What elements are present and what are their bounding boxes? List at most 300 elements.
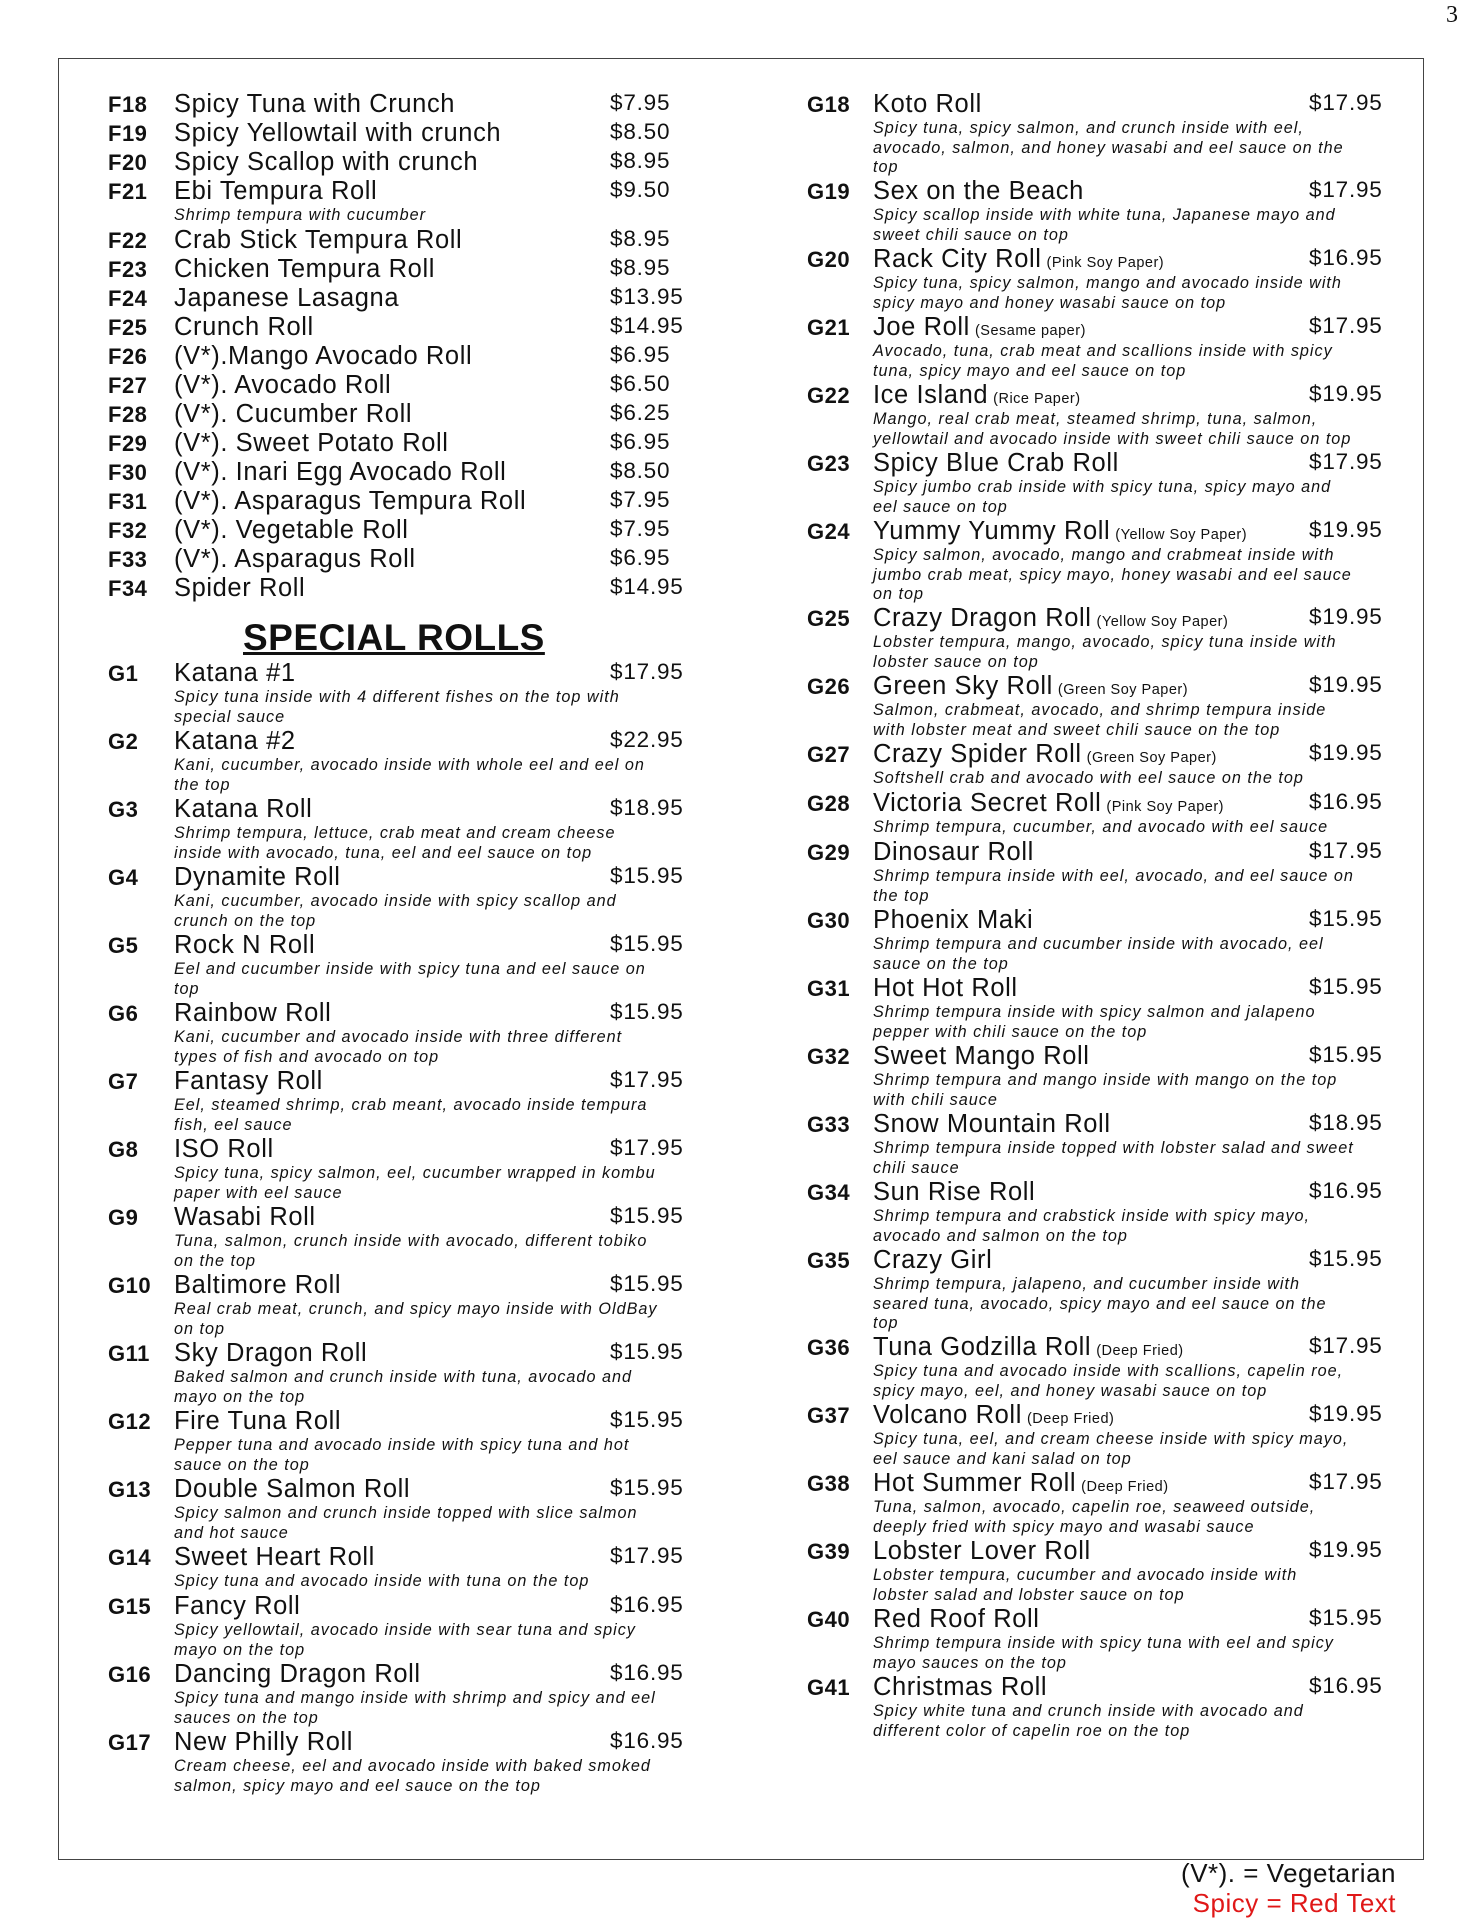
menu-item bbox=[108, 795, 748, 863]
item-code: G30 bbox=[807, 908, 851, 933]
item-code: G6 bbox=[108, 1001, 139, 1026]
item-description bbox=[873, 818, 1397, 838]
item-price: $17.95 bbox=[1309, 838, 1383, 863]
menu-item bbox=[108, 148, 748, 177]
item-price: $8.95 bbox=[610, 148, 671, 173]
section-title-special-rolls: SPECIAL ROLLS bbox=[243, 617, 545, 658]
menu-item bbox=[108, 1339, 748, 1407]
menu-item bbox=[807, 604, 1397, 672]
item-description-line: avocado, salmon, and honey wasabi and eel sauce on the bbox=[873, 138, 1344, 157]
item-description-line: Eel, steamed shrimp, crab meant, avocado inside tempura bbox=[174, 1096, 648, 1114]
item-name: Volcano Roll bbox=[873, 1401, 1022, 1429]
item-description-line: fish, eel sauce bbox=[174, 1115, 293, 1134]
menu-item bbox=[108, 516, 748, 545]
item-price: $15.95 bbox=[610, 863, 684, 888]
item-name: Fantasy Roll bbox=[174, 1067, 323, 1095]
item-note: (Yellow Soy Paper) bbox=[1115, 527, 1248, 543]
item-description-line: inside with avocado, tuna, eel and eel sauce on top bbox=[174, 843, 593, 862]
item-description-line: Shrimp tempura inside topped with lobster salad and sweet bbox=[873, 1139, 1354, 1157]
item-description-line: Kani, cucumber and avocado inside with three different bbox=[174, 1028, 623, 1046]
item-name: Red Roof Roll bbox=[873, 1605, 1040, 1633]
item-code: G36 bbox=[807, 1335, 851, 1360]
item-description-line: the top bbox=[873, 886, 930, 905]
menu-item bbox=[108, 1592, 748, 1660]
item-description bbox=[174, 1757, 748, 1796]
item-price: $9.50 bbox=[610, 177, 671, 202]
item-price: $19.95 bbox=[1309, 1537, 1383, 1562]
item-code: G29 bbox=[807, 840, 851, 865]
legend-spicy: Spicy = Red Text bbox=[1192, 1888, 1396, 1918]
item-code: G20 bbox=[807, 247, 851, 272]
menu-item bbox=[108, 1660, 748, 1728]
menu-item bbox=[108, 487, 748, 516]
item-description bbox=[873, 1139, 1397, 1178]
item-description bbox=[174, 1689, 748, 1728]
item-description-line: on the top bbox=[174, 1251, 257, 1270]
item-code: G11 bbox=[108, 1341, 150, 1366]
menu-item bbox=[108, 931, 748, 999]
item-name: Phoenix Maki bbox=[873, 906, 1034, 934]
menu-item bbox=[807, 381, 1397, 449]
item-code: G5 bbox=[108, 933, 139, 958]
right-column bbox=[807, 90, 1397, 1741]
item-description-line: types of fish and avocado on top bbox=[174, 1047, 440, 1066]
item-name: Sky Dragon Roll bbox=[174, 1339, 368, 1367]
item-code: F27 bbox=[108, 373, 148, 398]
item-code: G23 bbox=[807, 451, 851, 476]
item-description-line: mayo on the top bbox=[174, 1387, 306, 1406]
item-description bbox=[873, 1702, 1397, 1741]
item-code: G15 bbox=[108, 1594, 152, 1619]
menu-item bbox=[108, 313, 748, 342]
item-description-line: and hot sauce bbox=[174, 1523, 289, 1542]
item-code: F23 bbox=[108, 257, 148, 282]
item-price: $18.95 bbox=[1309, 1110, 1383, 1135]
item-price: $16.95 bbox=[610, 1660, 684, 1685]
item-name: (V*).Mango Avocado Roll bbox=[174, 342, 473, 370]
item-note: (Deep Fried) bbox=[1096, 1343, 1184, 1359]
item-name: (V*). Asparagus Tempura Roll bbox=[174, 487, 527, 515]
item-description-line: Shrimp tempura inside with eel, avocado, and eel sauce on bbox=[873, 867, 1354, 885]
item-description-line: Pepper tuna and avocado inside with spicy tuna and hot bbox=[174, 1436, 630, 1454]
item-description-line: Spicy jumbo crab inside with spicy tuna, spicy mayo and bbox=[873, 478, 1332, 496]
item-name: Katana #1 bbox=[174, 659, 296, 687]
item-description-line: Spicy tuna, spicy salmon, and crunch inside with eel, bbox=[873, 119, 1304, 137]
item-description bbox=[873, 867, 1397, 906]
menu-item bbox=[108, 1407, 748, 1475]
item-code: F24 bbox=[108, 286, 148, 311]
item-description-line: top bbox=[873, 158, 899, 176]
item-description bbox=[873, 206, 1397, 245]
item-code: G27 bbox=[807, 742, 851, 767]
item-price: $15.95 bbox=[610, 1203, 684, 1228]
item-description-line: Eel and cucumber inside with spicy tuna and eel sauce on bbox=[174, 960, 646, 978]
item-description bbox=[174, 824, 748, 863]
item-code: G24 bbox=[807, 519, 851, 544]
item-description bbox=[174, 1300, 748, 1339]
item-price: $14.95 bbox=[610, 574, 684, 599]
item-description bbox=[174, 1572, 748, 1592]
item-name: Chicken Tempura Roll bbox=[174, 255, 435, 283]
menu-item bbox=[807, 1673, 1397, 1741]
item-name: (V*). Cucumber Roll bbox=[174, 400, 413, 428]
menu-item bbox=[108, 458, 748, 487]
item-description-line: Shrimp tempura with cucumber bbox=[174, 206, 427, 224]
item-name: Baltimore Roll bbox=[174, 1271, 342, 1299]
item-description bbox=[873, 1003, 1397, 1042]
item-description bbox=[174, 1504, 748, 1543]
item-code: G12 bbox=[108, 1409, 152, 1434]
item-description bbox=[873, 701, 1397, 740]
item-code: F18 bbox=[108, 92, 148, 117]
menu-item bbox=[108, 727, 748, 795]
menu-item bbox=[807, 1333, 1397, 1401]
item-description bbox=[873, 546, 1397, 604]
item-description-line: Spicy salmon, avocado, mango and crabmeat inside with bbox=[873, 546, 1335, 564]
item-description-line: Spicy tuna and avocado inside with tuna on the top bbox=[174, 1572, 590, 1590]
item-name: Dinosaur Roll bbox=[873, 838, 1034, 866]
item-code: F26 bbox=[108, 344, 148, 369]
item-price: $17.95 bbox=[1309, 1333, 1383, 1358]
item-code: F29 bbox=[108, 431, 148, 456]
item-code: G28 bbox=[807, 791, 851, 816]
item-price: $17.95 bbox=[1309, 313, 1383, 338]
item-description-line: sauce on the top bbox=[174, 1455, 310, 1474]
item-name: Spicy Scallop with crunch bbox=[174, 148, 479, 176]
item-price: $15.95 bbox=[610, 1271, 684, 1296]
item-description-line: lobster salad and lobster sauce on top bbox=[873, 1585, 1185, 1604]
item-code: G40 bbox=[807, 1607, 851, 1632]
menu-item bbox=[108, 90, 748, 119]
item-description-line: Softshell crab and avocado with eel sauce on the top bbox=[873, 769, 1304, 787]
menu-item bbox=[807, 177, 1397, 245]
item-price: $17.95 bbox=[610, 1135, 684, 1160]
item-price: $22.95 bbox=[610, 727, 684, 752]
item-description bbox=[174, 1232, 748, 1271]
item-price: $17.95 bbox=[1309, 449, 1383, 474]
item-price: $17.95 bbox=[1309, 177, 1383, 202]
item-code: G14 bbox=[108, 1545, 152, 1570]
item-price: $8.95 bbox=[610, 255, 671, 280]
item-price: $19.95 bbox=[1309, 740, 1383, 765]
legend-vegetarian: (V*). = Vegetarian bbox=[1181, 1858, 1396, 1888]
item-description-line: Real crab meat, crunch, and spicy mayo inside with OldBay bbox=[174, 1300, 658, 1318]
item-description-line: Cream cheese, eel and avocado inside with baked smoked bbox=[174, 1757, 651, 1775]
item-name: Wasabi Roll bbox=[174, 1203, 316, 1231]
menu-item bbox=[108, 999, 748, 1067]
item-name: Crazy Girl bbox=[873, 1246, 993, 1274]
menu-item bbox=[108, 1728, 748, 1796]
item-code: F22 bbox=[108, 228, 148, 253]
item-description bbox=[174, 892, 748, 931]
item-name: Snow Mountain Roll bbox=[873, 1110, 1111, 1138]
item-price: $7.95 bbox=[610, 487, 671, 512]
item-description bbox=[873, 769, 1397, 789]
item-name: Crazy Spider Roll bbox=[873, 740, 1082, 768]
item-description bbox=[174, 960, 748, 999]
item-description bbox=[873, 1430, 1397, 1469]
item-description-line: Shrimp tempura, lettuce, crab meat and cream cheese bbox=[174, 824, 616, 842]
item-description-line: Shrimp tempura and crabstick inside with spicy mayo, bbox=[873, 1207, 1311, 1225]
menu-item bbox=[807, 1042, 1397, 1110]
item-description bbox=[873, 935, 1397, 974]
item-code: F33 bbox=[108, 547, 148, 572]
item-description-line: Baked salmon and crunch inside with tuna, avocado and bbox=[174, 1368, 632, 1386]
menu-item bbox=[108, 284, 748, 313]
item-description-line: Shrimp tempura and cucumber inside with avocado, eel bbox=[873, 935, 1324, 953]
item-description bbox=[873, 1071, 1397, 1110]
item-name: Katana #2 bbox=[174, 727, 296, 755]
item-price: $19.95 bbox=[1309, 381, 1383, 406]
item-description-line: Lobster tempura, cucumber and avocado inside with bbox=[873, 1566, 1298, 1584]
item-price: $15.95 bbox=[1309, 1605, 1383, 1630]
item-description-line: eel sauce on top bbox=[873, 497, 1008, 516]
menu-item bbox=[807, 313, 1397, 381]
item-code: F19 bbox=[108, 121, 148, 146]
item-price: $15.95 bbox=[1309, 1246, 1383, 1271]
item-description-line: crunch on the top bbox=[174, 911, 317, 930]
item-price: $6.95 bbox=[610, 429, 671, 454]
item-name: Hot Hot Roll bbox=[873, 974, 1018, 1002]
item-name: Hot Summer Roll bbox=[873, 1469, 1077, 1497]
item-price: $16.95 bbox=[1309, 1178, 1383, 1203]
item-name: Ice Island bbox=[873, 381, 989, 409]
item-price: $6.95 bbox=[610, 342, 671, 367]
item-note: (Deep Fried) bbox=[1026, 1411, 1115, 1427]
item-description-line: avocado and salmon on the top bbox=[873, 1226, 1128, 1245]
item-code: G32 bbox=[807, 1044, 851, 1069]
item-description-line: Shrimp tempura inside with spicy salmon and jalapeno bbox=[873, 1003, 1316, 1021]
item-name: Double Salmon Roll bbox=[174, 1475, 411, 1503]
item-description-line: special sauce bbox=[174, 707, 286, 726]
item-note: (Pink Soy Paper) bbox=[1106, 799, 1224, 815]
item-name: Victoria Secret Roll bbox=[873, 789, 1102, 817]
item-name: (V*). Avocado Roll bbox=[174, 371, 392, 399]
item-code: G38 bbox=[807, 1471, 851, 1496]
item-description-line: seared tuna, avocado, spicy mayo and eel sauce on the bbox=[873, 1294, 1327, 1313]
item-description bbox=[873, 1566, 1397, 1605]
item-code: G33 bbox=[807, 1112, 851, 1137]
item-name: Tuna Godzilla Roll bbox=[873, 1333, 1092, 1361]
item-description-line: Lobster tempura, mango, avocado, spicy tuna inside with bbox=[873, 633, 1337, 651]
item-code: G16 bbox=[108, 1662, 152, 1687]
g-items-left-list bbox=[108, 659, 748, 1796]
item-code: G19 bbox=[807, 179, 851, 204]
left-column bbox=[108, 90, 748, 1796]
item-description-line: Spicy white tuna and crunch inside with avocado and bbox=[873, 1702, 1304, 1720]
item-description-line: Tuna, salmon, avocado, capelin roe, seaweed outside, bbox=[873, 1498, 1316, 1516]
item-code: G1 bbox=[108, 661, 139, 686]
item-description bbox=[174, 1164, 748, 1203]
item-price: $17.95 bbox=[610, 1543, 684, 1568]
item-name: Sex on the Beach bbox=[873, 177, 1084, 205]
menu-item bbox=[108, 342, 748, 371]
item-description-line: Spicy scallop inside with white tuna, Japanese mayo and bbox=[873, 206, 1336, 224]
item-note: (Yellow Soy Paper) bbox=[1096, 614, 1229, 630]
item-note: (Sesame paper) bbox=[974, 323, 1086, 339]
item-description bbox=[174, 1436, 748, 1475]
item-description-line: Shrimp tempura, cucumber, and avocado with eel sauce bbox=[873, 818, 1329, 836]
item-description-line: on top bbox=[174, 1319, 226, 1338]
menu-item bbox=[108, 659, 748, 727]
item-code: F25 bbox=[108, 315, 148, 340]
menu-item bbox=[807, 740, 1397, 789]
item-name: Sweet Heart Roll bbox=[174, 1543, 375, 1571]
item-description-line: mayo sauces on the top bbox=[873, 1653, 1067, 1672]
page-number: 3 bbox=[1446, 2, 1458, 28]
item-description-line: top bbox=[873, 1314, 899, 1332]
item-price: $15.95 bbox=[610, 1339, 684, 1364]
item-name: Rock N Roll bbox=[174, 931, 316, 959]
item-description-line: sauces on the top bbox=[174, 1708, 319, 1727]
item-price: $19.95 bbox=[1309, 517, 1383, 542]
item-code: G2 bbox=[108, 729, 139, 754]
item-description bbox=[873, 633, 1397, 672]
item-code: F28 bbox=[108, 402, 148, 427]
menu-item bbox=[807, 838, 1397, 906]
item-price: $16.95 bbox=[1309, 1673, 1383, 1698]
item-name: Spider Roll bbox=[174, 574, 306, 602]
item-description bbox=[873, 478, 1397, 517]
item-name: (V*). Inari Egg Avocado Roll bbox=[174, 458, 507, 486]
item-price: $15.95 bbox=[1309, 1042, 1383, 1067]
item-description-line: Spicy tuna, spicy salmon, eel, cucumber wrapped in kombu bbox=[174, 1164, 656, 1182]
item-description-line: pepper with chili sauce on the top bbox=[873, 1022, 1148, 1041]
item-description-line: Spicy tuna and mango inside with shrimp and spicy and eel bbox=[174, 1689, 656, 1707]
item-description-line: Kani, cucumber, avocado inside with whole eel and eel on bbox=[174, 756, 645, 774]
item-code: G21 bbox=[807, 315, 851, 340]
item-description-line: salmon, spicy mayo and eel sauce on the top bbox=[174, 1776, 541, 1795]
item-code: F20 bbox=[108, 150, 148, 175]
item-price: $15.95 bbox=[610, 1475, 684, 1500]
item-description-line: lobster sauce on top bbox=[873, 652, 1039, 671]
item-name: (V*). Sweet Potato Roll bbox=[174, 429, 449, 457]
item-name: Ebi Tempura Roll bbox=[174, 177, 378, 205]
item-note: (Green Soy Paper) bbox=[1057, 682, 1189, 698]
item-price: $8.50 bbox=[610, 119, 671, 144]
item-code: F34 bbox=[108, 576, 148, 601]
item-code: G26 bbox=[807, 674, 851, 699]
item-description-line: jumbo crab meat, spicy mayo, honey wasabi and eel sauce bbox=[873, 565, 1352, 584]
item-price: $19.95 bbox=[1309, 604, 1383, 629]
item-name: Lobster Lover Roll bbox=[873, 1537, 1091, 1565]
menu-item bbox=[807, 789, 1397, 838]
item-code: G18 bbox=[807, 92, 851, 117]
item-price: $8.50 bbox=[610, 458, 671, 483]
item-name: Fancy Roll bbox=[174, 1592, 301, 1620]
item-name: Crunch Roll bbox=[174, 313, 314, 341]
item-name: Rack City Roll bbox=[873, 245, 1042, 273]
item-code: G22 bbox=[807, 383, 851, 408]
item-name: Sweet Mango Roll bbox=[873, 1042, 1090, 1070]
item-price: $15.95 bbox=[1309, 906, 1383, 931]
item-price: $15.95 bbox=[610, 1407, 684, 1432]
menu-item bbox=[807, 1178, 1397, 1246]
item-description bbox=[873, 1498, 1397, 1537]
menu-item bbox=[807, 906, 1397, 974]
item-name: Joe Roll bbox=[873, 313, 970, 341]
item-code: G41 bbox=[807, 1675, 851, 1700]
menu-item bbox=[807, 1110, 1397, 1178]
menu-item bbox=[108, 255, 748, 284]
item-description-line: Salmon, crabmeat, avocado, and shrimp tempura inside bbox=[873, 701, 1327, 719]
item-description bbox=[174, 756, 748, 795]
menu-item bbox=[108, 1067, 748, 1135]
menu-item bbox=[807, 1469, 1397, 1537]
item-description-line: Spicy yellowtail, avocado inside with sear tuna and spicy bbox=[174, 1621, 636, 1639]
item-description-line: chili sauce bbox=[873, 1158, 960, 1177]
item-description-line: Spicy tuna, eel, and cream cheese inside with spicy mayo, bbox=[873, 1430, 1349, 1448]
item-price: $16.95 bbox=[610, 1728, 684, 1753]
item-name: Green Sky Roll bbox=[873, 672, 1053, 700]
item-name: Spicy Yellowtail with crunch bbox=[174, 119, 502, 147]
item-price: $16.95 bbox=[610, 1592, 684, 1617]
item-description-line: Kani, cucumber, avocado inside with spicy scallop and bbox=[174, 892, 617, 910]
item-description bbox=[873, 119, 1397, 177]
item-price: $17.95 bbox=[610, 659, 684, 684]
item-code: G31 bbox=[807, 976, 851, 1001]
item-description-line: on top bbox=[873, 585, 925, 603]
menu-item bbox=[807, 974, 1397, 1042]
item-note: (Deep Fried) bbox=[1081, 1479, 1169, 1495]
item-description bbox=[873, 410, 1397, 449]
item-name: Christmas Roll bbox=[873, 1673, 1048, 1701]
item-name: Japanese Lasagna bbox=[174, 284, 400, 312]
menu-item bbox=[108, 545, 748, 574]
item-name: Dancing Dragon Roll bbox=[174, 1660, 421, 1688]
menu-item bbox=[807, 1401, 1397, 1469]
item-price: $14.95 bbox=[610, 313, 684, 338]
item-price: $19.95 bbox=[1309, 1401, 1383, 1426]
item-code: F31 bbox=[108, 489, 148, 514]
item-description-line: Spicy salmon and crunch inside topped with slice salmon bbox=[174, 1504, 638, 1522]
menu-item bbox=[807, 1537, 1397, 1605]
menu-item bbox=[108, 1475, 748, 1543]
item-name: New Philly Roll bbox=[174, 1728, 354, 1756]
menu-item bbox=[108, 1135, 748, 1203]
item-price: $6.95 bbox=[610, 545, 671, 570]
item-description bbox=[174, 1096, 748, 1135]
item-code: G4 bbox=[108, 865, 139, 890]
item-description-line: deeply fried with spicy mayo and wasabi sauce bbox=[873, 1517, 1255, 1536]
item-description-line: Avocado, tuna, crab meat and scallions inside with spicy bbox=[873, 342, 1333, 360]
item-price: $17.95 bbox=[1309, 90, 1383, 115]
item-price: $18.95 bbox=[610, 795, 684, 820]
item-description-line: Spicy tuna, spicy salmon, mango and avocado inside with bbox=[873, 274, 1342, 292]
item-name: Sun Rise Roll bbox=[873, 1178, 1036, 1206]
item-name: Yummy Yummy Roll bbox=[873, 517, 1111, 545]
menu-item bbox=[108, 226, 748, 255]
item-name: Dynamite Roll bbox=[174, 863, 341, 891]
item-price: $15.95 bbox=[610, 931, 684, 956]
item-code: G35 bbox=[807, 1248, 851, 1273]
item-description-line: yellowtail and avocado inside with sweet chili sauce on top bbox=[873, 429, 1352, 448]
item-description-line: spicy mayo and honey wasabi sauce on top bbox=[873, 293, 1227, 312]
item-name: Koto Roll bbox=[873, 90, 982, 118]
item-description-line: tuna, spicy mayo and eel sauce on top bbox=[873, 361, 1187, 380]
item-code: G17 bbox=[108, 1730, 152, 1755]
item-note: (Green Soy Paper) bbox=[1086, 750, 1217, 766]
item-description-line: Spicy tuna inside with 4 different fishes on the top with bbox=[174, 688, 620, 706]
item-code: G37 bbox=[807, 1403, 851, 1428]
menu-item bbox=[108, 863, 748, 931]
menu-item bbox=[807, 1246, 1397, 1333]
item-description bbox=[873, 274, 1397, 313]
item-description bbox=[174, 1028, 748, 1067]
item-name: (V*). Vegetable Roll bbox=[174, 516, 409, 544]
f-items-list bbox=[108, 90, 748, 603]
menu-item bbox=[108, 400, 748, 429]
